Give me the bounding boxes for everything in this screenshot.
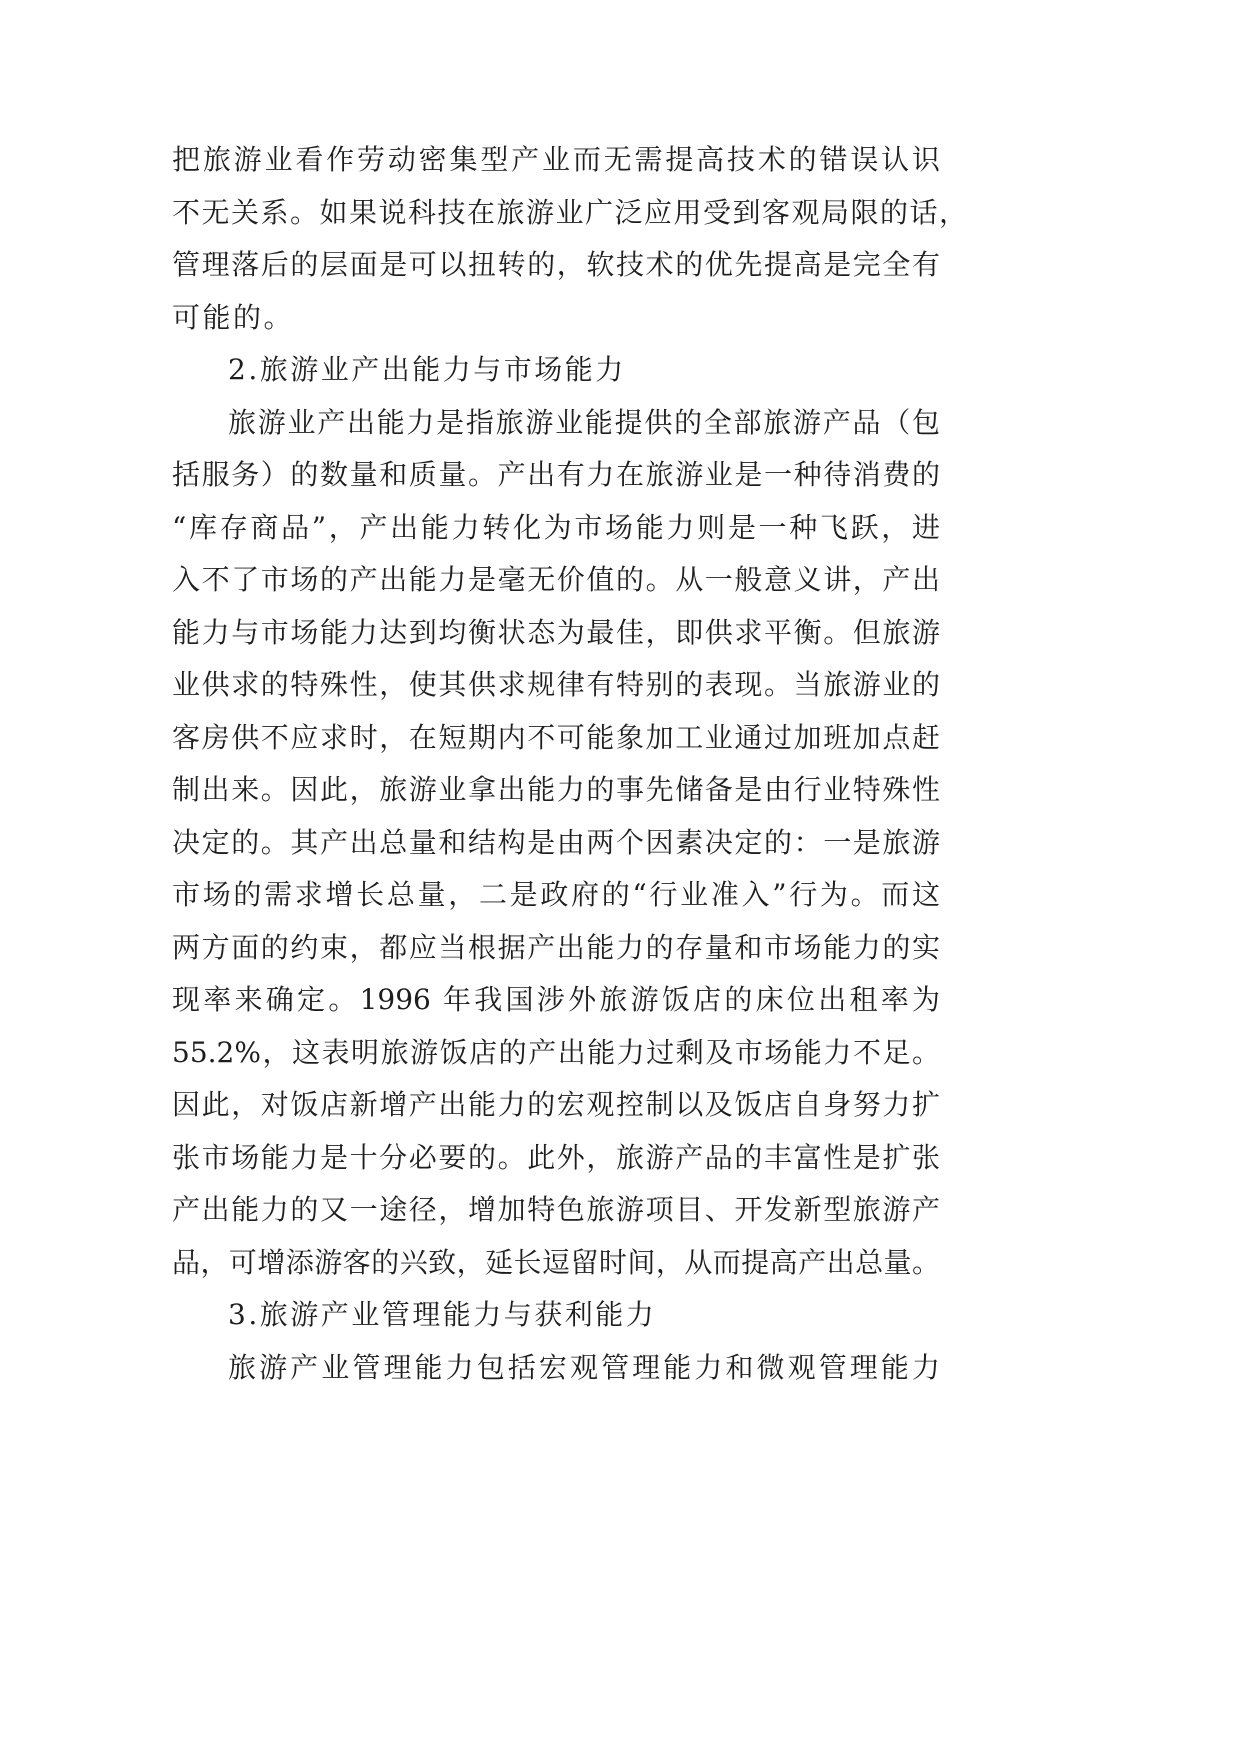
paragraph-continuation — [172, 134, 967, 344]
text-line: 现率来确定。1996 年我国涉外旅游饭店的床位出租率为 — [172, 983, 940, 1016]
section-heading: 2.旅游业产出能力与市场能力 — [228, 353, 626, 386]
text-line: 制出来。因此，旅游业拿出能力的事先储备是由行业特殊性 — [172, 773, 940, 806]
text-line: 客房供不应求时，在短期内不可能象加工业通过加班加点赶 — [172, 720, 940, 754]
text-line: 55.2%，这表明旅游饭店的产出能力过剩及市场能力不足。 — [172, 1035, 940, 1069]
text-line: 可能的。 — [172, 300, 295, 334]
paragraph — [172, 397, 940, 1290]
text-line: 品，可增添游客的兴致，延长逗留时间，从而提高产出总量。 — [172, 1245, 940, 1279]
text-line: 旅游产业管理能力包括宏观管理能力和微观管理能力 — [228, 1350, 940, 1384]
text-line: 因此，对饭店新增产出能力的宏观控制以及饭店自身努力扩 — [172, 1088, 940, 1121]
text-line: 决定的。其产出总量和结构是由两个因素决定的：一是旅游 — [172, 825, 940, 859]
text-line: 管理落后的层面是可以扭转的，软技术的优先提高是完全有 — [172, 248, 940, 281]
document-page — [172, 134, 967, 1394]
text-line: “库存商品”，产出能力转化为市场能力则是一种飞跃，进 — [172, 510, 940, 544]
paragraph — [172, 1342, 940, 1395]
text-line: 张市场能力是十分必要的。此外，旅游产品的丰富性是扩张 — [172, 1140, 940, 1174]
text-line: 入不了市场的产出能力是毫无价值的。从一般意义讲，产出 — [172, 563, 940, 596]
text-line: 两方面的约束，都应当根据产出能力的存量和市场能力的实 — [172, 930, 940, 964]
text-line: 括服务）的数量和质量。产出有力在旅游业是一种待消费的 — [172, 458, 940, 491]
text-line: 把旅游业看作劳动密集型产业而无需提高技术的错误认识 — [172, 143, 940, 176]
text-line: 产出能力的又一途径，增加特色旅游项目、开发新型旅游产 — [172, 1193, 940, 1226]
section-heading: 3.旅游产业管理能力与获利能力 — [228, 1298, 657, 1331]
text-line: 业供求的特殊性，使其供求规律有特别的表现。当旅游业的 — [172, 668, 940, 701]
text-line: 市场的需求增长总量，二是政府的“行业准入”行为。而这 — [172, 878, 940, 911]
text-line: 旅游业产出能力是指旅游业能提供的全部旅游产品（包 — [228, 405, 940, 439]
text-line: 能力与市场能力达到均衡状态为最佳，即供求平衡。但旅游 — [172, 615, 940, 649]
text-line: 不无关系。如果说科技在旅游业广泛应用受到客观局限的话， — [172, 195, 967, 229]
